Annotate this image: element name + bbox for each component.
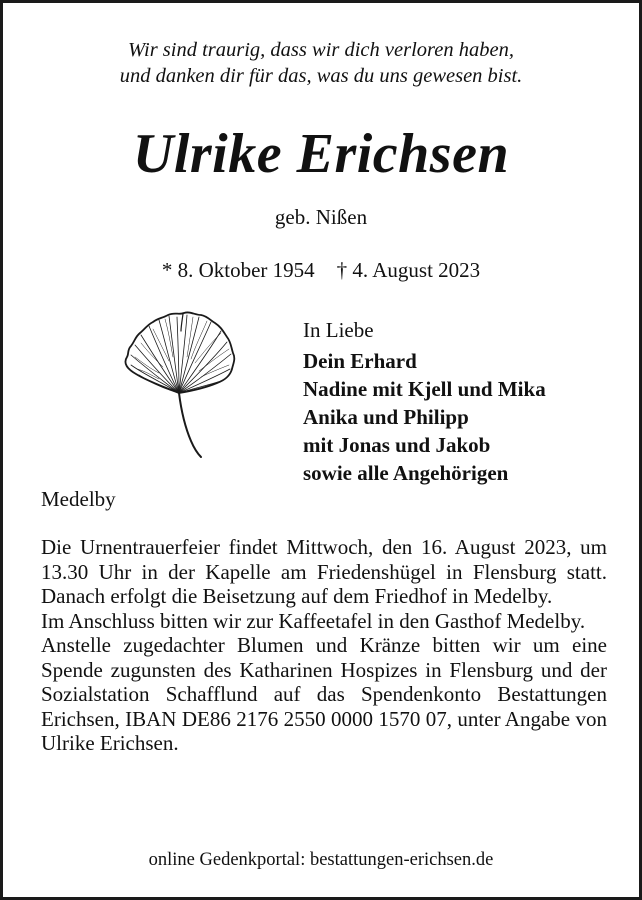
memorial-portal-link[interactable]: online Gedenkportal: bestattungen-erichsen.de [148,850,494,870]
coffee-paragraph: Im Anschluss bitten wir zur Kaffeetafel in den Gasthof Medelby. [41,608,586,633]
deceased-name: Ulrike Erichsen [132,123,510,185]
place-name: Medelby [41,487,116,511]
verse-line-2: und danken dir für das, was du uns gewesen bist. [119,65,523,87]
birth-name: geb. Nißen [274,205,368,229]
mourner-line: sowie alle Angehörigen [303,461,509,485]
ceremony-paragraph: Die Urnentrauerfeier findet Mittwoch, den 16. August 2023, um 13.30 Uhr in der Kapelle am Friedenshügel in Flensburg statt. Danach erfolgt die Beisetzung auf dem Friedhof in Medelby. [41,535,607,608]
life-dates [3,257,639,283]
mourner-line: Nadine mit Kjell und Mika [303,377,546,401]
mourner-line: Anika und Philipp [303,405,469,429]
mourners-block [303,316,546,487]
mourner-line: mit Jonas und Jakob [303,433,491,457]
verse-line-1: Wir sind traurig, dass wir dich verloren haben, [128,39,514,61]
birth-date: * 8. Oktober 1954 [161,258,315,282]
mourners-list [303,347,546,487]
mourners-intro: In Liebe [303,318,374,342]
donation-paragraph: Anstelle zugedachter Blumen und Kränze bitten wir um eine Spende zugunsten des Katharinen Hospizes in Flensburg und der Sozialstation Schafflund auf das Spendenkonto Bestattungen Erichsen, IBAN DE86 2176 2550 0000 1570 07, unter Angabe von Ulrike Erichsen. [41,633,607,755]
memorial-verse [3,37,639,89]
ginkgo-leaf-icon [115,309,250,459]
death-date: † 4. August 2023 [336,258,481,282]
mourner-line: Dein Erhard [303,349,417,373]
funeral-notice [41,535,607,756]
